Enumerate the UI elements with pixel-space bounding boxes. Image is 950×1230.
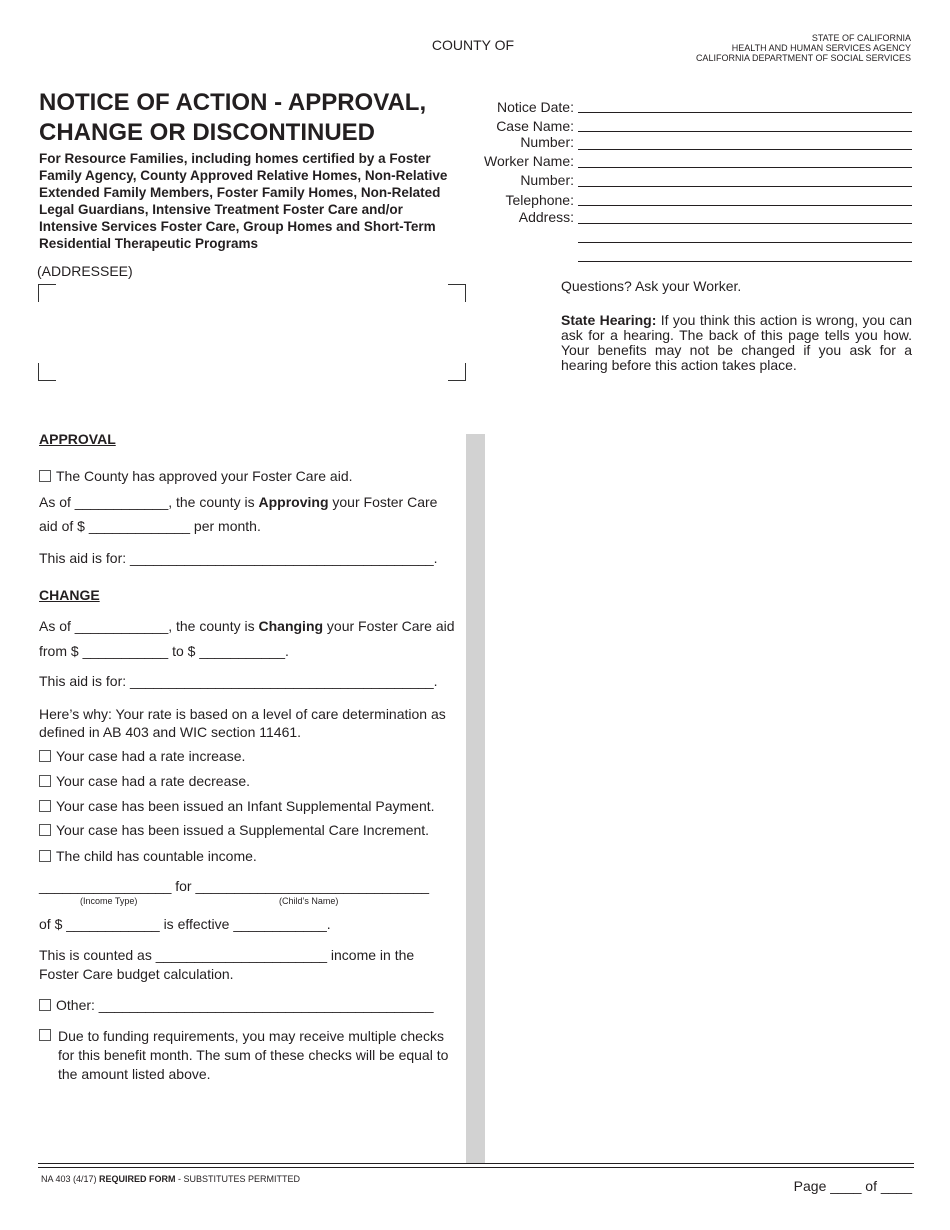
other-text: Other: ___________________________________________ (56, 997, 434, 1013)
address-label: Address: (518, 209, 574, 225)
reason-text: Your case has been issued a Supplemental Care Increment. (56, 822, 430, 838)
heres-why-text: Here’s why: Your rate is based on a level of care determination as defined in AB 403 and WIC section 11461. (39, 706, 446, 740)
change-heading: CHANGE (39, 587, 100, 603)
reason-row (39, 748, 245, 764)
case-name-field[interactable] (578, 131, 912, 132)
reason-checkbox[interactable] (39, 800, 51, 812)
change-aid-for-line: This aid is for: _______________________________________. (39, 673, 438, 689)
worker-number-field[interactable] (578, 186, 912, 187)
reason-checkbox[interactable] (39, 850, 51, 862)
funding-text: Due to funding requirements, you may receive multiple checks for this benefit month. The sum of these checks will be equal to the amount listed above. (58, 1028, 449, 1082)
childs-name-caption: (Child’s Name) (279, 896, 339, 906)
funding-checkbox[interactable] (39, 1029, 51, 1041)
notice-date-label: Notice Date: (496, 99, 574, 115)
case-number-field[interactable] (578, 149, 912, 150)
agency-block (696, 33, 911, 63)
required-form-label: REQUIRED FORM (99, 1174, 176, 1184)
effective-line: of $ ____________ is effective ____________. (39, 916, 331, 932)
income-type-caption: (Income Type) (80, 896, 138, 906)
approval-as-of-bold: Approving (258, 494, 329, 510)
income-for-line: _________________ for ______________________________ (39, 878, 430, 894)
telephone-label: Telephone: (505, 192, 574, 208)
other-row (39, 997, 434, 1013)
agency-line-hhs: HEALTH AND HUMAN SERVICES AGENCY (731, 43, 911, 53)
address-corner-mark (448, 363, 466, 381)
reason-row (39, 848, 257, 864)
address-corner-mark (38, 284, 56, 302)
addressee-label: (ADDRESSEE) (37, 263, 133, 279)
worker-number-label: Number: (520, 172, 574, 188)
state-hearing-text: If you think this action is wrong, you can ask for a hearing. The back of this page tells you how. Your benefits may not be changed if you ask for a hearing before this action takes place. (561, 312, 912, 373)
title-line-2: CHANGE OR DISCONTINUED (39, 119, 376, 146)
questions-note: Questions? Ask your Worker. (561, 278, 742, 294)
address-field-line-1[interactable] (578, 223, 912, 224)
form-identifier (41, 1174, 300, 1184)
reason-row (39, 798, 435, 814)
counted-line-2: Foster Care budget calculation. (39, 966, 234, 982)
change-as-of-bold: Changing (258, 618, 324, 634)
approval-checkbox[interactable] (39, 470, 51, 482)
worker-name-field[interactable] (578, 167, 912, 168)
telephone-field[interactable] (578, 205, 912, 206)
page-number: Page ____ of ____ (793, 1178, 912, 1194)
approval-as-of-line (39, 494, 437, 510)
approval-aid-for-line: This aid is for: _______________________________________. (39, 550, 438, 566)
form-id: NA 403 (4/17) (41, 1174, 100, 1184)
approval-check-text: The County has approved your Foster Care aid. (56, 468, 353, 484)
county-label: COUNTY OF (431, 37, 515, 53)
notice-date-field[interactable] (578, 112, 912, 113)
substitutes-text: - SUBSTITUTES PERMITTED (175, 1174, 301, 1184)
agency-line-state: STATE OF CALIFORNIA (811, 33, 911, 43)
change-as-of-line (39, 618, 455, 634)
title-line-1: NOTICE OF ACTION - APPROVAL, (39, 89, 427, 116)
worker-name-label: Worker Name: (484, 153, 574, 169)
reason-checkbox[interactable] (39, 824, 51, 836)
footer-divider (38, 1163, 914, 1168)
approval-check-row (39, 468, 353, 484)
agency-line-cdss: CALIFORNIA DEPARTMENT OF SOCIAL SERVICES (695, 53, 911, 63)
reason-checkbox[interactable] (39, 750, 51, 762)
approval-as-of-text-end: your Foster Care (328, 494, 438, 510)
change-as-of-text: As of ____________, the county is (39, 618, 259, 634)
case-number-label: Number: (520, 134, 574, 150)
reason-text: Your case had a rate increase. (56, 748, 246, 764)
approval-heading: APPROVAL (39, 431, 116, 447)
state-hearing-label: State Hearing: (561, 312, 657, 328)
address-field-line-2[interactable] (578, 242, 912, 243)
reason-text: Your case had a rate decrease. (56, 773, 251, 789)
change-from-to-line: from $ ___________ to $ ___________. (39, 643, 289, 659)
reason-text: The child has countable income. (56, 848, 257, 864)
gray-divider-bar (466, 434, 485, 1163)
approval-aid-of-line: aid of $ _____________ per month. (39, 518, 261, 534)
funding-row (39, 1027, 459, 1084)
address-corner-mark (38, 363, 56, 381)
case-name-label: Case Name: (496, 118, 574, 134)
reason-row (39, 773, 250, 789)
address-corner-mark (448, 284, 466, 302)
counted-line-1: This is counted as ______________________ income in the (39, 947, 415, 963)
reason-text: Your case has been issued an Infant Supplemental Payment. (56, 798, 435, 814)
approval-as-of-text: As of ____________, the county is (39, 494, 259, 510)
state-hearing-note (561, 313, 912, 373)
other-checkbox[interactable] (39, 999, 51, 1011)
reason-checkbox[interactable] (39, 775, 51, 787)
address-field-line-3[interactable] (578, 261, 912, 262)
reason-row (39, 822, 429, 838)
page-subtitle: For Resource Families, including homes certified by a Foster Family Agency, County Approved Relative Homes, Non-Relative Extended Family Members, Foster Family Homes, Non-Related Legal Guardians, Intensive Treatment Foster Care and/or Intensive Services Foster Care, Group Homes and Short-Term Residential Therapeutic Programs (39, 151, 448, 251)
change-as-of-text-end: your Foster Care aid (323, 618, 455, 634)
